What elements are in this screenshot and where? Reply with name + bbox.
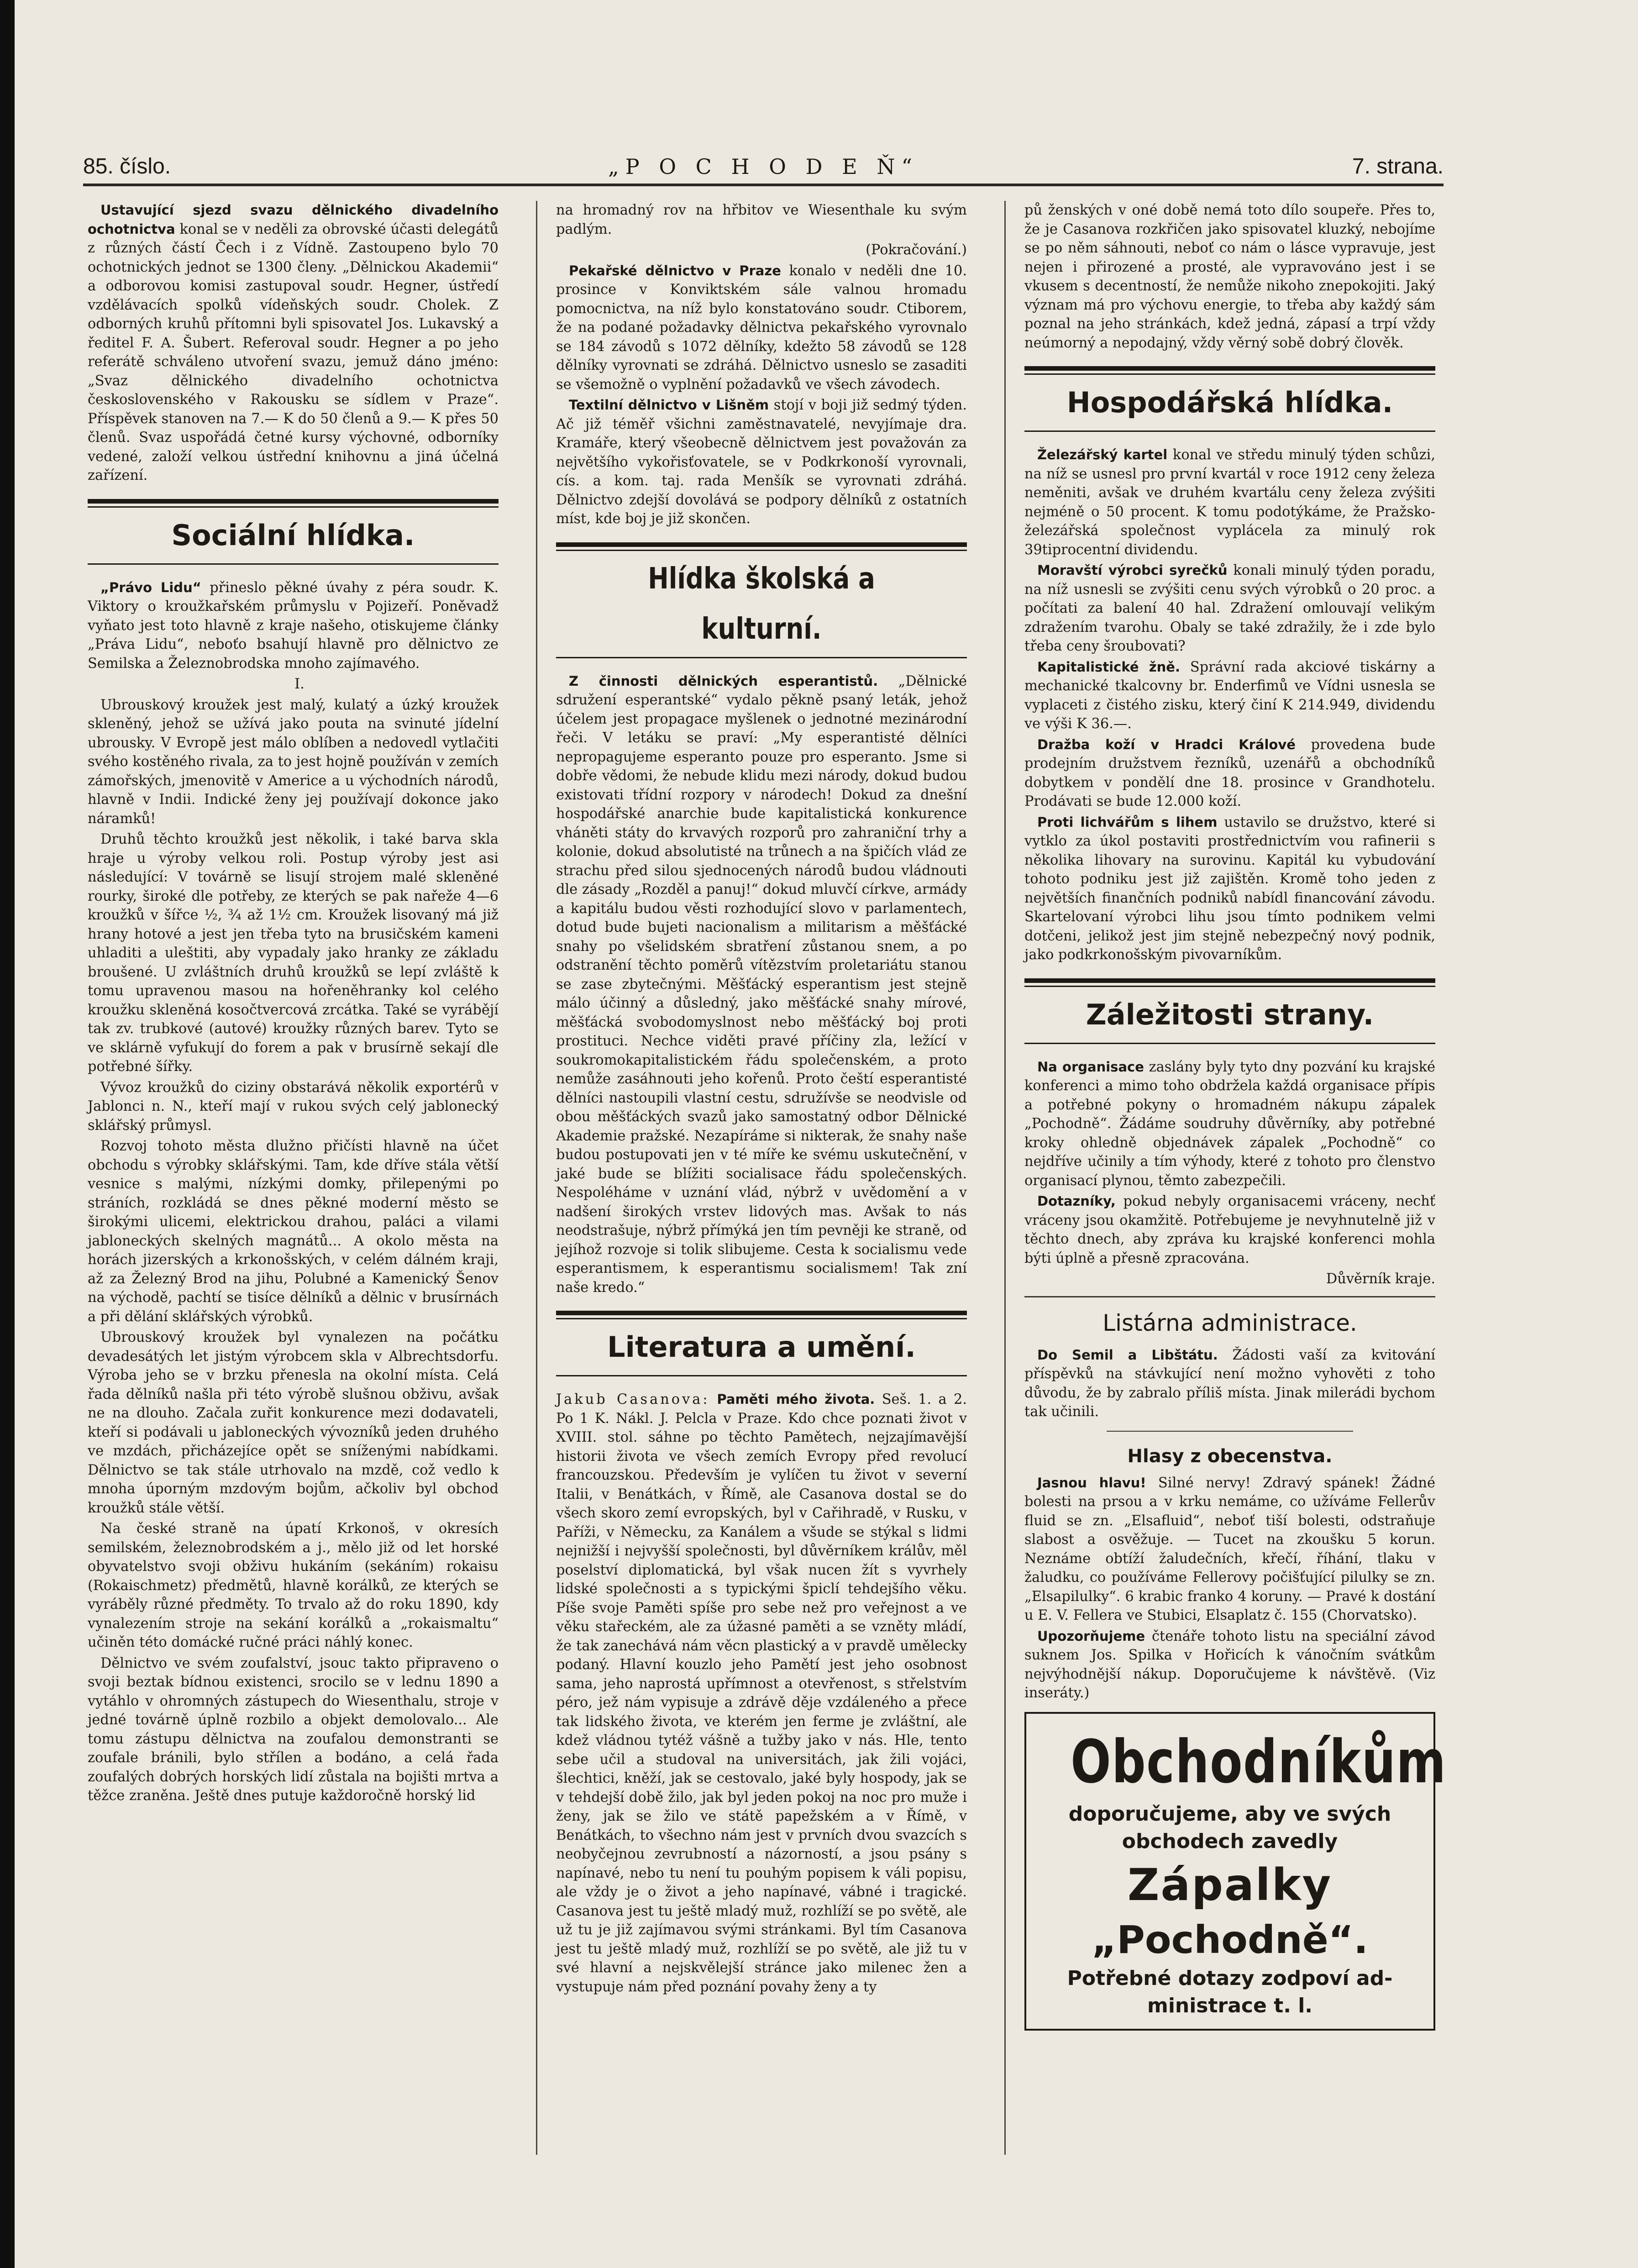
section-heading-party: Záležitosti strany. [1086, 997, 1374, 1031]
page-header [83, 151, 1444, 187]
header-rule [83, 184, 1444, 186]
section-heading-literature: Literatura a umění. [607, 1330, 916, 1364]
article-esperantiste [556, 672, 967, 1297]
part-number: I. [294, 676, 304, 692]
heading-rule [556, 542, 967, 547]
heading-rule [1024, 986, 1435, 987]
article-lead: Dotazníky, [1037, 1193, 1116, 1209]
column-divider [536, 201, 537, 2155]
article-text: pokud nebyly organisacemi vráceny, nechť vráceny jsou okamžitě. Potřebujeme je nevyhnutelně již v těchto dnech, aby zpráva ku krajské konferenci mohla býti úplně a přesně zpracována. [1024, 1193, 1435, 1266]
section-heading-block [1024, 978, 1435, 1044]
separator [1024, 1296, 1435, 1297]
article-lead: „Právo Lidu“ [100, 579, 201, 595]
paragraph: Druhů těchto kroužků jest několik, i také barva skla hraje u výroby velkou roli. Postup výroby jest asi následující: V továrně se lisují strojem malé skleněné rourky, široké dle potřeby, ze kterých se pak nařeže 4—6 kroužků v šířce ½, ¾ až 1½ cm. Kroužek lisovaný má již hrany hotové a jest jen třeba tyto na brusičském kameni uhladiti a uleštiti, aby vypadaly jako hranky ze základu broušené. U zvláštních druhů kroužků se lepí zvláště k tomu upravenou masou na hořeněhranky kol celého kroužku skleněná kosočtvercová zrcátka. Také se vyrábějí tak zv. trubkové (autové) kroužky různých barev. Tyto se ve sklárně vyfukují do forem a pak v brusírně sekají dle potřebné šířky. [88, 831, 499, 1075]
article-drazba-kozi [1024, 735, 1435, 811]
article-lead: Textilní dělnictvo v Lišněm [569, 397, 769, 413]
continuation-note: (Pokračování.) [866, 242, 967, 258]
paragraph: Ubrouskový kroužek byl vynalezen na počátku devadesátých let jistým výrobcem skla v Albrechtsdorfu. Výroba jeho se v brzku přenesla na okolní místa. Celá řada dělníků našla při této výrobě slušnou obživu, avšak ne na dlouho. Začala zuřit konkurence mezi dodavateli, kteří si podávali u jabloneckých vývozníků jeden druhého ve mzdách, přicházejíce opět se sníženými nabídkami. Dělnictvo se tak stále utrhovalo na mzdě, což vedlo k mnoha úporným mzdovým bojům, ačkoliv byl obchod kroužků stále větší. [88, 1329, 499, 1516]
article-text: konalo v neděli dne 10. prosince v Konviktském sále valnou hromadu pomocnictva, na níž bylo konstatováno soudr. Ctiborem, že na podané požadavky dělnictva pekařského vyrovnalo se 184 závodů s 1072 dělníky, kdežto 58 závodů se 128 dělníky vyrovnati se zdráhá. Dělnictvo usneslo se zasaditi se všemožně o vyplnění požadavků ve všech závodech. [556, 262, 967, 393]
article-jasnou-hlavu [1024, 1474, 1435, 1625]
article-text: přineslo pěkné úvahy z péra soudr. K. Viktory o kroužkařském průmyslu v Pojizeří. Poněvadž vyňato jest toto hlavně z kraje našeho, otiskujeme články „Práva Lidu“, neboťo bsahují hlavně pro dělnictvo ze Semilska a Železnobrodska mnoho zajímavého. [88, 579, 499, 672]
paragraph: pů ženských v oné době nemá toto dílo soupeře. Přes to, že je Casanova rozkřičen jako spisovatel kluzký, nebojíme se po něm sáhnouti, neboť co nám o lásce vypravuje, jest nejen i přirozené a prosté, ale vypravováno jest i se vkusem s decentností, že nemůže nikoho znepokojiti. Jaký význam má pro výchovu energie, to třeba aby každý sám poznal na jeho stránkách, kdež jedná, zápasí a trpí vždy neúmorný a nepodajný, vždy věrný sobě dobrý člověk. [1024, 202, 1435, 351]
article-text: zaslány byly tyto dny pozvání ku krajské konferenci a mimo toho obdržela každá organisace přípis a potřebné pokyny o hromadném nákupu zápalek „Pochodně“. Žádáme soudruhy důvěrníky, aby potřebné kroky ohledně objednávek zápalek „Pochodně“ co nejdříve učinily a tím výhody, které z tohoto pro členstvo organisací plynou, těmto zabezpečili. [1024, 1059, 1436, 1189]
paragraph: Ubrouskový kroužek jest malý, kulatý a úzký kroužek skleněný, jehož se užívá jako pouta na svinuté jídelní ubrousky. V Evropě jest málo oblíben a nedovedl vytlačiti svého kostěného rivala, za to jest hojně používán v zemích zámořských, jmenovitě v Americe a u východních národů, hlavně v Indii. Indické ženy jej používají dokonce jako náramků! [88, 697, 499, 827]
ad-line: Potřebné dotazy zodpoví ad- [1067, 1966, 1393, 1990]
article-dotazniky [1024, 1192, 1435, 1268]
article-text: konal se v neděli za obrovské účasti delegátů z různých částí Čech i z Vídně. Zastoupeno bylo 70 ochotnických jednot se 1300 členy. „Dělnickou Akademii“ a odborovou komisi zastupoval soudr. Hegner, ústředí vzdělávacích spolků vídeňských soudr. Cholek. Z odborných kruhů přítomni byli spisovatel Jos. Lukavský a ředitel F. A. Šubert. Referoval soudr. Hegner a po jeho referátě schváleno utvoření svazu, jemuž dáno jméno: „Svaz dělnického divadelního ochotnictva československého v Rakousku se sídlem v Praze“. Příspěvek stanoven na 7.— K do 50 členů a 9.— K přes 50 členů. Svaz uspořádá četné kursy výchovné, odborníky vedené, založí velkou ústřední knihovnu a jiná účelná zařízení. [88, 221, 499, 483]
heading-rule [556, 1311, 967, 1315]
article-upozornujeme [1024, 1627, 1435, 1703]
article-lead: Dražba koží v Hradci Králové [1037, 736, 1296, 752]
ad-product: Zápalky [1127, 1859, 1333, 1911]
section-heading-block [88, 499, 499, 565]
article-text: čtenáře tohoto listu na speciální závod suknem Jos. Spilka v Hořicích k vánočním svátkům nejvýhodnější nákup. Doporučujeme k návštěvě. (Viz inseráty.) [1024, 1628, 1435, 1701]
separator [1107, 1431, 1353, 1432]
heading-rule [1024, 430, 1435, 432]
section-heading-admin: Listárna administrace. [1102, 1309, 1357, 1336]
article-lead: Proti lichvářům s lihem [1037, 814, 1218, 830]
heading-rule [88, 563, 499, 565]
article-zelezarsky-kartel [1024, 446, 1435, 559]
article-lead: Kapitalistické žně. [1037, 659, 1180, 675]
newspaper-page [15, 0, 1638, 2268]
paragraph: na hromadný rov na hřbitov ve Wiesenthale ku svým padlým. [556, 202, 967, 237]
article-lichvari-lihem [1024, 813, 1435, 965]
article-text: konali minulý týden poradu, na níž usnesli se zvýšiti cenu svých výrobků o 20 proc. a počítati za balení 40 hal. Zdražení omlouvají velikým zdražením tvarohu. Obaly se také zdražily, že i zde bylo třeba ceny šroubovati? [1024, 562, 1435, 654]
article-text: „Dělnické sdružení esperantské“ vydalo pěkně psaný leták, jehož účelem jest propagace myšlenek o jednotné mezinárodní řeči. V letáku se praví: „My esperantisté dělníci nepropagujeme esperanto pouze pro esperanto. Jsme si dobře vědomi, že nebude klidu mezi národy, dokud budou existovati třídní rozpory v národech! Dokud za dnešní hospodářské anarchie bude kapitalistická konkurence vháněti státy do krvavých rozporů pro zahraniční trhy a kolonie, dokud absolutisté na trůnech a na špičích vlád ze strachu před silou sjednocených národů budou vládnouti dle zásady „Rozděl a panuj!“ dokud mluvčí církve, armády a kapitálu budou věsti rozhodující slovo v parlamentech, dotud bude bujeti nacionalism a militarism a měšťácké snahy po všelidském sbratření zůstanou snem, a po odstranění těchto poměrů vítězstvím proletariátu stanou se zase zbytečnými. Měšťácký esperantism jest stejně málo účinný a důsledný, jako měšťácké snahy mírové, měšťácká svobodomyslnost nebo měšťácký boj proti prostituci. Nechce viděti pravé příčiny zla, ležící v soukromokapitalistickém řádu společenském, a proto nemůže zasáhnouti jeho kořenů. Proto čeští esperantisté dělníci nastoupili vlastní cestu, sdružívše se neodvisle od obou měšťáckých svazů jako samostatný odbor Dělnické Akademie pražské. Nezapíráme si nikterak, že snahy naše budou postupovati jen v té míře ke svému uskutečnění, v jaké bude se blížiti socialisace řádu společenských. Nespoléháme v uznání vlád, nýbrž v uvědomění a v nadšení širokých vrstev lidových mas. Avšak to nás neodstrašuje, nýbrž přímýká jen tím pevněji ke straně, od jejíhož rozvoje si tolik slibujeme. Cesta k socialismu vede esperantismem, k esperantismu socialismem! Tak zní naše kredo.“ [556, 673, 967, 1296]
paragraph: Na české straně na úpatí Krkonoš, v okresích semilském, železnobrodském a j., mělo již od let horské obyvatelstvo svoji obživu hukáním (sekáním) rokaisu (Rokaischmetz) předmětů, hlavně korálků, ze kterých se vyráběly různé předměty. To trvalo až do roku 1890, kdy vynalezením stroje na sekání korálků a „rokaismaltu“ učiněn této domácké ručné práci náhlý konec. [88, 1521, 499, 1650]
article-lead: Upozorňujeme [1037, 1628, 1145, 1644]
signature: Důvěrník kraje. [1326, 1271, 1435, 1287]
section-heading-voices: Hlasy z obecenstva. [1127, 1445, 1333, 1467]
article-kapitalisticke-zne [1024, 658, 1435, 734]
section-heading-school: Hlídka školská a kulturní. [648, 562, 875, 646]
article-lead: Pekařské dělnictvo v Praze [569, 262, 781, 278]
article-text: Žádosti vaší za kvitování příspěvků na stávkující není možno vyhověti z toho důvodu, že by zabralo příliš místa. Jinak milerádi bychom tak učinili. [1024, 1347, 1435, 1420]
heading-rule [88, 499, 499, 504]
article-pekarske-delnictvo [556, 262, 967, 394]
heading-rule [1024, 978, 1435, 983]
advertisement-box [1024, 1712, 1447, 2031]
column-2 [556, 201, 967, 1998]
book-author: Jakub Casanova: [556, 1391, 710, 1407]
section-heading-block [556, 542, 967, 658]
article-syrecky [1024, 561, 1435, 656]
article-text: konal ve středu minulý týden schůzi, na níž se usnesl pro první kvartál v roce 1912 ceny železa neměniti, avšak ve druhém kvartálu ceny železa zvýšiti nejméně o 50 procent. K tomu podotýkáme, že Pražsko-železářská společnost vyplácela za minulý rok 39tiprocentní dividendu. [1024, 447, 1435, 558]
article-textilni-delnictvo [556, 396, 967, 529]
article-organisace [1024, 1058, 1435, 1191]
article-semily [1024, 1346, 1435, 1422]
article-lead: Ustavující sjezd svazu dělnického divadelního ochotnictva [88, 202, 499, 237]
heading-rule [1024, 373, 1435, 375]
newspaper-title: „P O C H O D E Ň“ [608, 154, 919, 179]
article-divadelni-ochotnictvo [88, 201, 499, 485]
heading-rule [556, 1375, 967, 1376]
book-title: Paměti mého života. [709, 1391, 875, 1407]
ad-line: ministrace t. l. [1147, 1994, 1313, 2017]
paragraph: Dělnictvo ve svém zoufalství, jsouc takto připraveno o svoji beztak bídnou existenci, srocilo se v lednu 1890 a vytáhlo v ohromných zástupech do Wiesenthalu, stroje v jedné továrně úplně rozbilo a objekt demolovalo... Ale tomu zástupu dělnictva na zoufalou demonstranti se zoufale bránili, bylo střílen a bodáno, a celá řada zoufalých dobrých horských lidí zůstala na bojišti mrtva a těžce zraněna. Ještě dnes putuje každoročně horský lid [88, 1655, 499, 1804]
ad-brand: „Pochodně“. [1092, 1917, 1368, 1962]
article-lead: Na organisace [1037, 1059, 1144, 1075]
section-heading-block [556, 1311, 967, 1376]
column-3 [1024, 201, 1447, 2031]
article-lead: Z činnosti dělnických esperantistů. [569, 673, 878, 689]
heading-rule [556, 550, 967, 551]
issue-number: 85. číslo. [83, 154, 171, 178]
heading-rule [88, 506, 499, 508]
heading-rule [556, 1318, 967, 1319]
article-text: Seš. 1. a 2. Po 1 K. Nákl. J. Pelcla v Praze. Kdo chce poznati život v XVIII. stol. sáhne po těchto Pamětech, nejzajímavější historii života ve všech zemích Evropy před revolucí francouzskou. Především je vylíčen tu život v severní Italii, v Benátkách, v Římě, ale Casanova dostal se do všech skoro zemí evropských, byl v Cařihradě, v Rusku, v Paříži, v Německu, za Kanálem a všude se stýkal s lidmi nejnižší i nejvyšší společnosti, byl důvěrníkem králův, měl poselství diplomatická, byl však nucen žít s vyvrhely lidské společnosti a s typickými špiclí tehdejšího věku. Píše svoje Paměti spíše pro sebe než pro veřejnost a ve věku stařeckém, ale za úžasné paměti a se vzněty mládí, že tak zanechává nám věcn plastický a v pravdě umělecky podaný. Hlavní kouzlo jeho Pamětí jest jeho osobnost sama, jeho naprostá upřímnost a otevřenost, s střelstvím péro, jež nám vypisuje a zdrávě děje vzdáleného a přece tak lidského života, ve kterém jen ferme je zvláštní, ale kdež vládnou tytéž vášně a tužby jako v nás. Hle, tento sebe učil a studoval na universitách, jak žili vojáci, šlechtici, kněží, jak se cestovalo, jaké byly hospody, jak se v tehdejší době žilo, jak byl jeden pokoj na noc pro muže i ženy, jak se žilo ve státě papežském a v Římě, v Benátkách, to všechno nám jest v prvních dvou svazcích s neobyčejnou zevrubností a názorností, a jsou psány s napínavé, nebo tu není tu pouhým popisem k váli popisu, ale vždy je o život a jeho napínavé, vábné i tragické. Casanova jest tu ještě mladý muž, rozhlíží se po světě, ale už tu je již zajímavou svými stránkami. Byl tím Casanova jest tu ještě mladý muž, rozhlíží se po světě, ale již tu v své hlavní a nejskvělejší stránce jako milenec žen a vystupuje nám před poznání povahy ženy a ty [556, 1391, 967, 1995]
page-number: 7. strana. [1352, 154, 1444, 178]
paragraph: Rozvoj tohoto města dlužno přičísti hlavně na účet obchodu s výrobky sklářskými. Tam, kde dříve stála větší vesnice s malými, nízkými domky, přilepenými po stráních, rozkládá se dnes pěkné moderní město se širokými ulicemi, elektrickou drahou, paláci a vilami jabloneckých skelných magnátů... A okolo města na horách jizerských a krkonošských, v celém dálném kraji, až za Železný Brod na jihu, Polubné a Kamenický Šenov na východě, pachtí se tisíce dělníků a dělnic v brusírnách a při dělání sklářských výrobků. [88, 1138, 499, 1325]
heading-rule [556, 657, 967, 658]
ad-line: obchodech zavedly [1122, 1829, 1338, 1853]
article-lead: Moravští výrobci syrečků [1037, 562, 1228, 578]
ad-title: Obchodníkům [1071, 1727, 1447, 1796]
column-divider [1004, 201, 1006, 2155]
article-lead: Železářský kartel [1037, 447, 1168, 462]
ad-line: doporučujeme, aby ve svých [1068, 1802, 1391, 1826]
article-lead: Do Semil a Libštátu. [1037, 1347, 1218, 1363]
paragraph: Vývoz kroužků do ciziny obstarává několik exportérů v Jablonci n. N., kteří mají v rukou svých celý jablonecký sklářský průmysl. [88, 1079, 499, 1134]
article-lead: Jasnou hlavu! [1037, 1475, 1146, 1491]
article-casanova [556, 1390, 967, 1996]
section-heading-social: Sociální hlídka. [171, 518, 415, 552]
section-heading-economy: Hospodářská hlídka. [1066, 386, 1393, 419]
heading-rule [1024, 1043, 1435, 1044]
article-text: Správní rada akciové tiskárny a mechanické tkalcovny br. Enderfimů ve Vídni usnesla se vyplaceti z čistého zisku, který činí K 214.949, dividendu ve výši K 36.—. [1024, 659, 1435, 732]
column-1 [88, 201, 499, 1807]
article-text: provedena bude prodejním družstvem řezníků, uzenářů a obchodníků dobytkem v pondělí dne 18. prosince v Grandhotelu. Prodávati se bude 12.000 koží. [1024, 736, 1436, 809]
article-text: ustavilo se družstvo, které si vytklo za úkol postaviti prostřednictvím vou rafinerii s několika lihovary na surovinu. Kapitál ku vybudování tohoto podniku jest již zajištěn. Kromě toho jeden z největších finančních podniků nabídl financování závodu. Skartelovaní výrobci lihu jsou tímto podnikem velmi dotčeni, jelikož jest jim stejně nebezpečný nový podnik, jako podkrkonošským pivovarníkům. [1024, 814, 1435, 963]
heading-rule [1024, 366, 1435, 371]
section-heading-block [1024, 366, 1435, 432]
article-text: Silné nervy! Zdravý spánek! Žádné bolesti na prsou a v krku nemáme, co užíváme Fellerův fluid se zn. „Elsafluid“, neboť tiší bolesti, odstraňuje slabost a osvěžuje. — Tucet na zkoušku 5 korun. Neznáme obtíží žaludečních, křečí, říhání, tlaku v žaludku, co používáme Fellerovy počišťující pilulky se zn. „Elsapilulky“. 6 krabic franko 4 koruny. — Pravé k dostání u E. V. Fellera ve Stubici, Elsaplatz č. 155 (Chorvatsko). [1024, 1475, 1435, 1623]
article-pravo-lidu [88, 578, 499, 673]
article-text: stojí v boji již sedmý týden. Ač již téměř všichni zaměstnavatelé, nevyjímaje dra. Kramáře, který všeobecně dělnictvem jest považován za největšího vykořisťovatele, se v Podkrkonoší vyrovnali, cís. a kom. taj. rada Menšík se vyrovnati zdráhá. Dělnictvo zdejší dovolává se podpory dělníků z ostatních míst, kde boj je již skončen. [556, 397, 967, 527]
